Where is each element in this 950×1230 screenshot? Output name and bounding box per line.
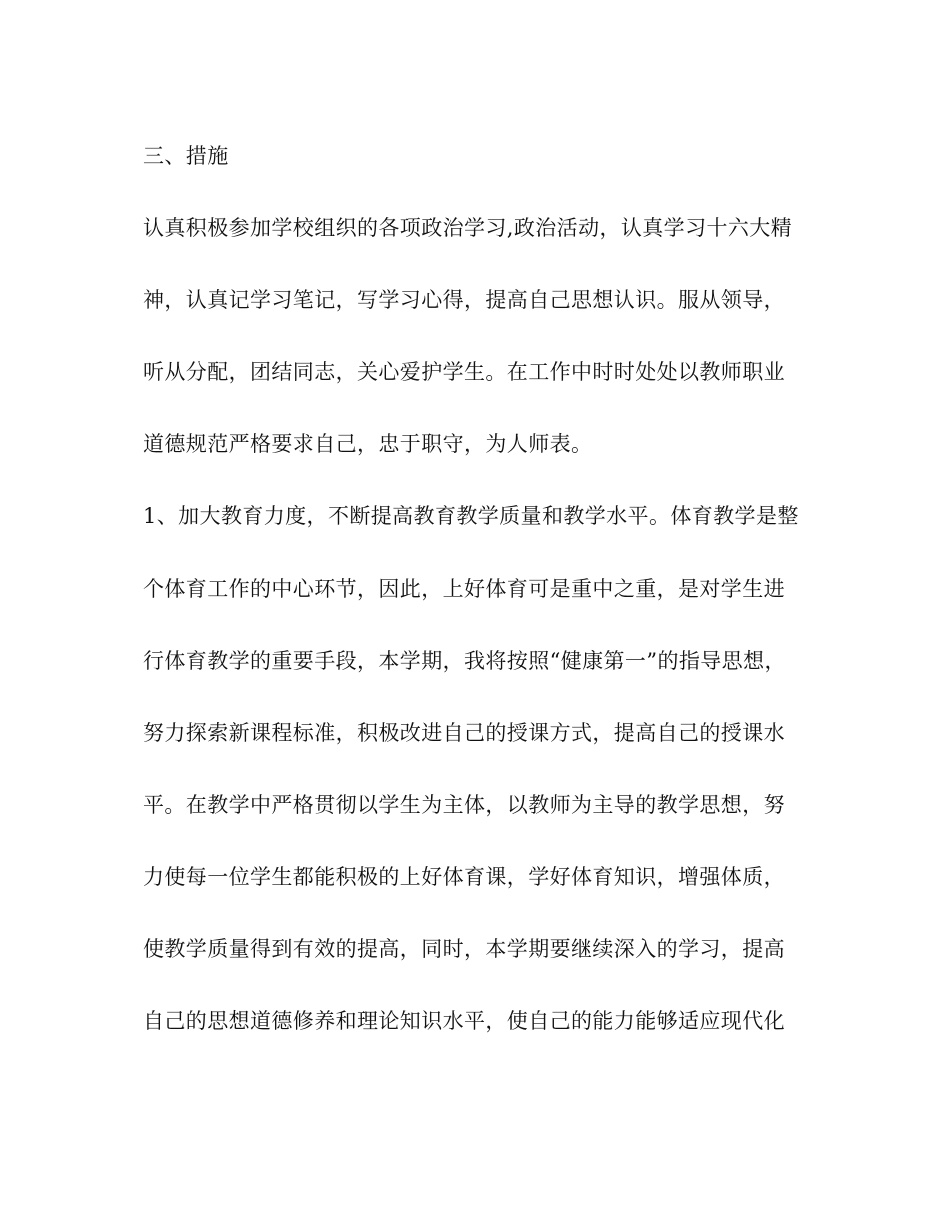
- text-line-10: 力使每一位学生都能积极的上好体育课，学好体育知识，增强体质，: [143, 865, 785, 889]
- text-line-8: 努力探索新课程标准，积极改进自己的授课方式，提高自己的授课水: [143, 721, 785, 745]
- text-line-12: 自己的思想道德修养和理论知识水平，使自己的能力能够适应现代化: [143, 1009, 785, 1033]
- text-line-4: 道德规范严格要求自己，忠于职守，为人师表。: [143, 432, 593, 456]
- text-line-6: 个体育工作的中心环节，因此，上好体育可是重中之重，是对学生进: [143, 577, 785, 601]
- section-heading: 三、措施: [143, 144, 229, 168]
- text-line-2: 神，认真记学习笔记，写学习心得，提高自己思想认识。服从领导，: [143, 288, 785, 312]
- text-line-1: 认真积极参加学校组织的各项政治学习,政治活动，认真学习十六大精: [143, 216, 793, 240]
- text-line-9: 平。在教学中严格贯彻以学生为主体，以教师为主导的教学思想，努: [143, 793, 785, 817]
- text-line-5: 1、加大教育力度，不断提高教育教学质量和教学水平。体育教学是整: [143, 504, 799, 528]
- text-line-3: 听从分配，团结同志，关心爱护学生。在工作中时时处处以教师职业: [143, 360, 785, 384]
- text-line-7: 行体育教学的重要手段，本学期，我将按照“健康第一”的指导思想，: [143, 649, 786, 673]
- text-line-11: 使教学质量得到有效的提高，同时，本学期要继续深入的学习，提高: [143, 937, 785, 961]
